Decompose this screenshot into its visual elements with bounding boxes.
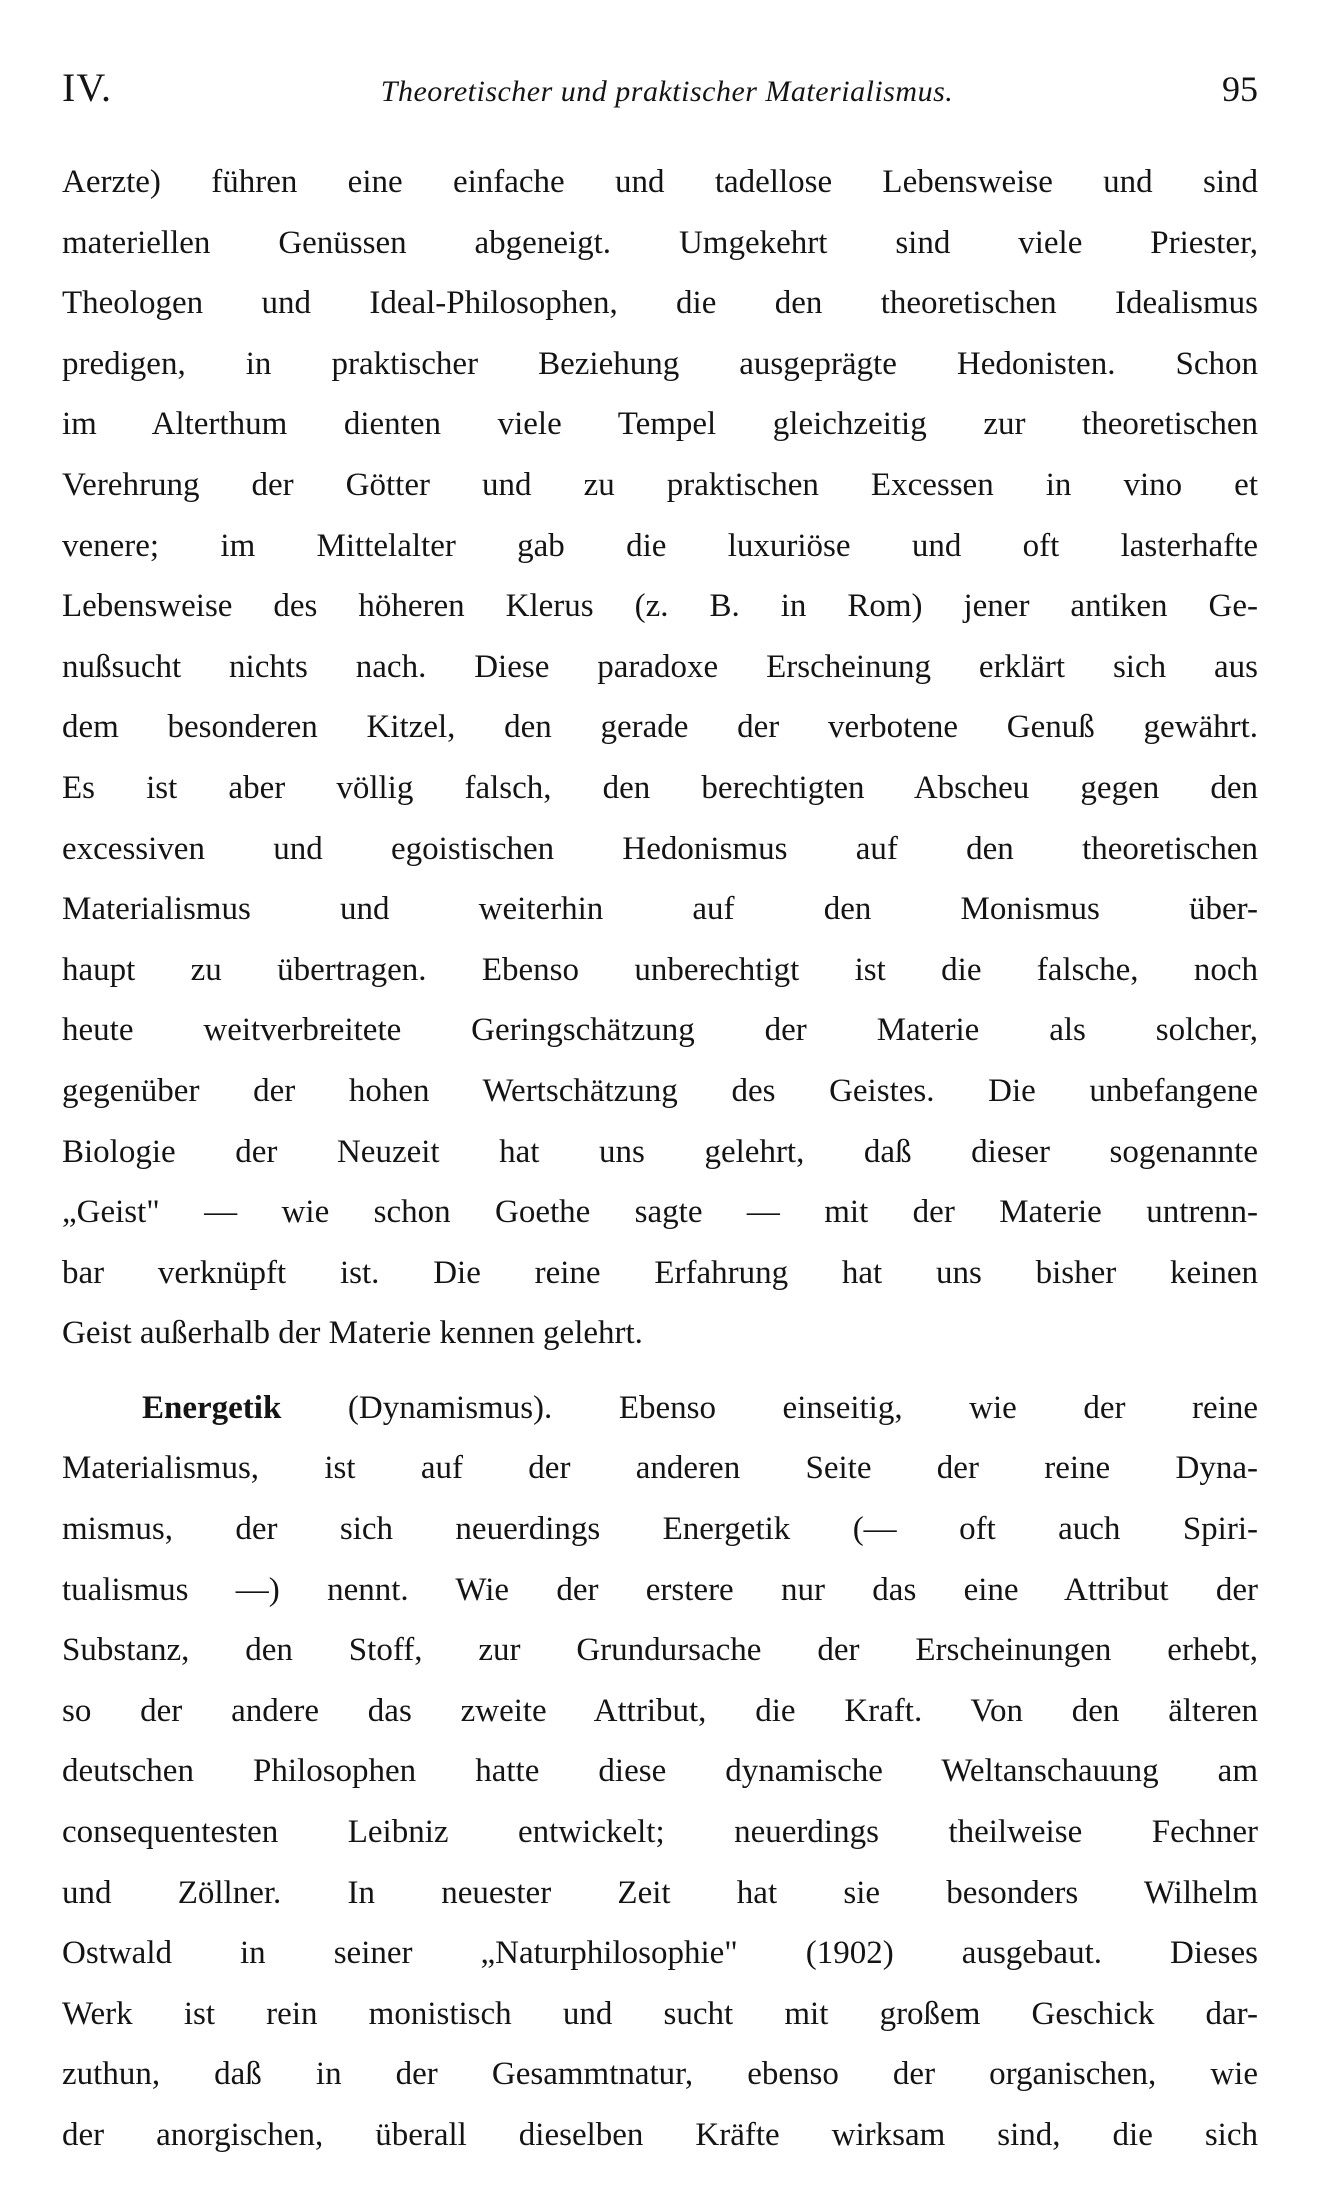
text-line: venere; im Mittelalter gab die luxuriöse und oft lasterhafte [62,527,1258,564]
text-line: Verehrung der Götter und zu praktischen Excessen in vino et [62,466,1258,503]
text-line: heute weitverbreitete Geringschätzung der Materie als solcher, [62,1012,1258,1049]
heading-line-rest: (Dynamismus). Ebenso einseitig, wie der reine [347,1389,1258,1426]
text-line: Ostwald in seiner „Naturphilosophie" (1902) ausgebaut. Dieses [62,1935,1258,1972]
text-line: consequentesten Leibniz entwickelt; neuerdings theilweise Fechner [62,1814,1258,1851]
text-line: excessiven und egoistischen Hedonismus auf den theoretischen [62,830,1258,867]
text-line: dem besonderen Kitzel, den gerade der verbotene Genuß gewährt. [62,709,1258,746]
text-line: nußsucht nichts nach. Diese paradoxe Erscheinung erklärt sich aus [62,648,1258,685]
text-line: materiellen Genüssen abgeneigt. Umgekehrt sind viele Priester, [62,224,1258,261]
text-line: predigen, in praktischer Beziehung ausgeprägte Hedonisten. Schon [62,345,1258,382]
text-line: Geist außerhalb der Materie kennen gelehrt. [62,1315,643,1352]
page-header [62,64,1258,124]
text-line: so der andere das zweite Attribut, die Kraft. Von den älteren [62,1692,1258,1729]
text-line: Es ist aber völlig falsch, den berechtigten Abscheu gegen den [62,769,1258,806]
text-line: Aerzte) führen eine einfache und tadellose Lebensweise und sind [62,164,1258,200]
chapter-number: IV. [62,65,113,110]
text-line: Substanz, den Stoff, zur Grundursache der Erscheinungen erhebt, [62,1632,1258,1669]
text-line-first [62,1378,1258,1439]
text-line: Materialismus und weiterhin auf den Monismus über- [62,891,1258,928]
paragraph-materialism [62,152,1258,1364]
text-line: tualismus —) nennt. Wie der erstere nur das eine Attribut der [62,1571,1258,1608]
text-line: mismus, der sich neuerdings Energetik (— oft auch Spiri- [62,1511,1258,1548]
text-line: Biologie der Neuzeit hat uns gelehrt, daß dieser sogenannte [62,1133,1258,1170]
section-heading: Energetik [142,1389,282,1426]
text-line: „Geist" — wie schon Goethe sagte — mit der Materie untrenn- [62,1194,1258,1231]
text-line: zuthun, daß in der Gesammtnatur, ebenso der organischen, wie [62,2056,1258,2093]
text-line: gegenüber der hohen Wertschätzung des Geistes. Die unbefangene [62,1072,1258,1109]
text-line: Materialismus, ist auf der anderen Seite der reine Dyna- [62,1450,1258,1487]
text-line: der anorgischen, überall dieselben Kräfte wirksam sind, die sich [62,2117,1258,2153]
text-line: und Zöllner. In neuester Zeit hat sie besonders Wilhelm [62,1874,1258,1911]
page-number: 95 [1221,69,1258,109]
book-page [62,64,1258,2166]
text-line: Werk ist rein monistisch und sucht mit großem Geschick dar- [62,1995,1258,2032]
paragraph-energetik [62,1378,1258,2166]
text-line: haupt zu übertragen. Ebenso unberechtigt ist die falsche, noch [62,951,1258,988]
text-line: deutschen Philosophen hatte diese dynamische Weltanschauung am [62,1753,1258,1790]
text-line: Theologen und Ideal-Philosophen, die den theoretischen Idealismus [62,285,1258,322]
text-line: bar verknüpft ist. Die reine Erfahrung hat uns bisher keinen [62,1254,1258,1291]
running-title: Theoretischer und praktischer Materialismus. [380,75,954,108]
text-line: Lebensweise des höheren Klerus (z. B. in Rom) jener antiken Ge- [62,588,1258,625]
text-line: im Alterthum dienten viele Tempel gleichzeitig zur theoretischen [62,406,1258,443]
